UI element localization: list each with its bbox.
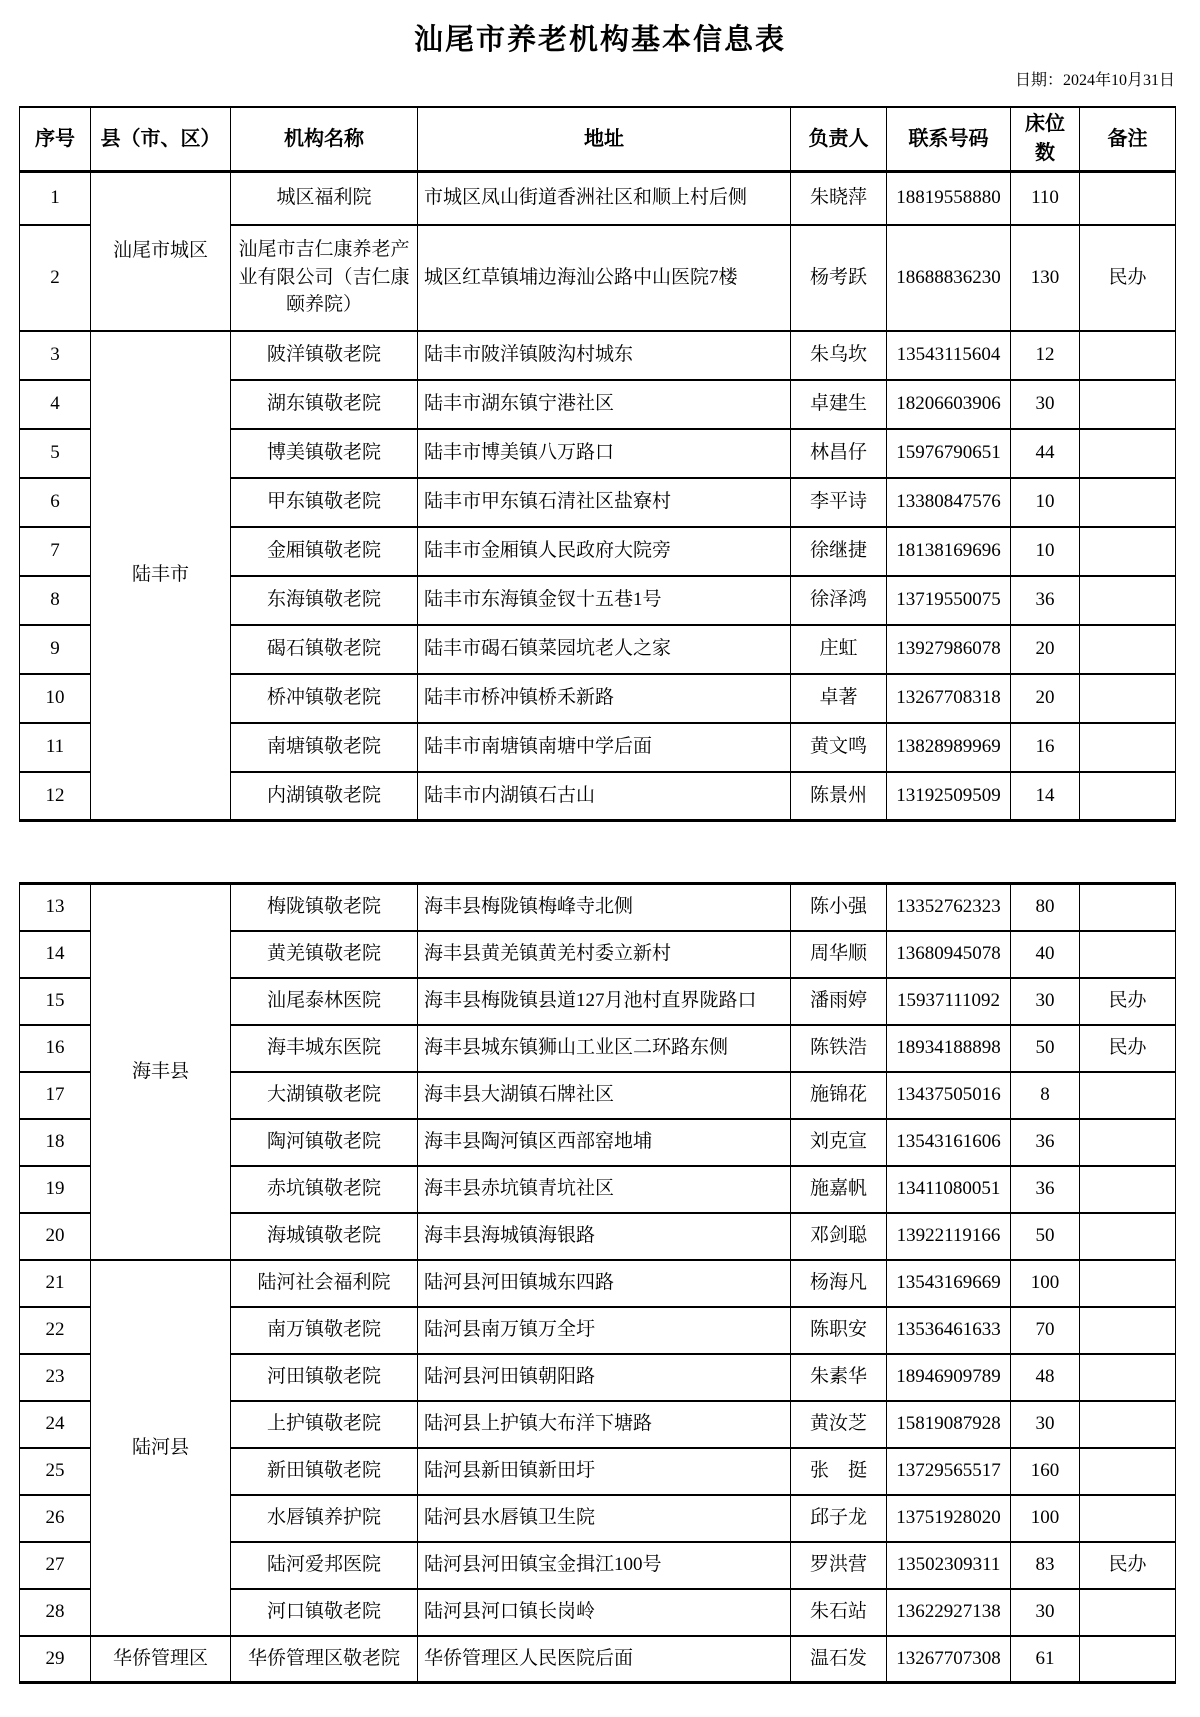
cell-beds: 40 xyxy=(1011,931,1080,978)
cell-name: 博美镇敬老院 xyxy=(231,429,418,478)
cell-address: 陆河县河田镇朝阳路 xyxy=(418,1354,791,1401)
cell-phone: 18819558880 xyxy=(887,172,1011,225)
column-header: 联系号码 xyxy=(887,107,1011,172)
cell-serial: 17 xyxy=(20,1072,91,1119)
cell-note xyxy=(1080,772,1176,821)
cell-phone: 13543161606 xyxy=(887,1119,1011,1166)
cell-address: 陆河县河口镇长岗岭 xyxy=(418,1589,791,1636)
cell-person: 庄虹 xyxy=(791,625,887,674)
cell-note xyxy=(1080,1072,1176,1119)
cell-name: 金厢镇敬老院 xyxy=(231,527,418,576)
cell-address: 市城区凤山街道香洲社区和顺上村后侧 xyxy=(418,172,791,225)
cell-phone: 13543169669 xyxy=(887,1260,1011,1307)
cell-name: 大湖镇敬老院 xyxy=(231,1072,418,1119)
cell-phone: 13622927138 xyxy=(887,1589,1011,1636)
cell-note xyxy=(1080,380,1176,429)
cell-note xyxy=(1080,1401,1176,1448)
cell-person: 杨海凡 xyxy=(791,1260,887,1307)
cell-note xyxy=(1080,527,1176,576)
cell-note xyxy=(1080,478,1176,527)
cell-address: 海丰县梅陇镇梅峰寺北侧 xyxy=(418,884,791,931)
cell-phone: 13828989969 xyxy=(887,723,1011,772)
cell-note xyxy=(1080,1354,1176,1401)
cell-name: 甲东镇敬老院 xyxy=(231,478,418,527)
info-table-page-2 xyxy=(19,882,1176,1684)
cell-beds: 130 xyxy=(1011,225,1080,331)
info-table-page-1 xyxy=(19,106,1176,822)
cell-note xyxy=(1080,1495,1176,1542)
header-row xyxy=(20,107,1176,172)
cell-phone: 15819087928 xyxy=(887,1401,1011,1448)
cell-serial: 9 xyxy=(20,625,91,674)
cell-address: 陆丰市湖东镇宁港社区 xyxy=(418,380,791,429)
cell-serial: 27 xyxy=(20,1542,91,1589)
cell-address: 海丰县陶河镇区西部窑地埔 xyxy=(418,1119,791,1166)
date-label: 日期：2024年10月31日 xyxy=(1014,72,1175,89)
cell-note: 民办 xyxy=(1080,1542,1176,1589)
column-header: 地址 xyxy=(418,107,791,172)
cell-address: 陆河县新田镇新田圩 xyxy=(418,1448,791,1495)
cell-person: 张 挺 xyxy=(791,1448,887,1495)
cell-name: 陆河爱邦医院 xyxy=(231,1542,418,1589)
cell-serial: 26 xyxy=(20,1495,91,1542)
cell-beds: 80 xyxy=(1011,884,1080,931)
cell-address: 陆丰市甲东镇石清社区盐寮村 xyxy=(418,478,791,527)
cell-beds: 30 xyxy=(1011,380,1080,429)
cell-note xyxy=(1080,1119,1176,1166)
cell-serial: 12 xyxy=(20,772,91,821)
cell-person: 罗洪营 xyxy=(791,1542,887,1589)
cell-beds: 10 xyxy=(1011,527,1080,576)
cell-district: 汕尾市城区 xyxy=(91,172,231,331)
cell-person: 陈铁浩 xyxy=(791,1025,887,1072)
cell-note: 民办 xyxy=(1080,1025,1176,1072)
cell-note xyxy=(1080,1213,1176,1260)
cell-phone: 13536461633 xyxy=(887,1307,1011,1354)
cell-name: 华侨管理区敬老院 xyxy=(231,1636,418,1683)
cell-note xyxy=(1080,1636,1176,1683)
cell-address: 海丰县黄羌镇黄羌村委立新村 xyxy=(418,931,791,978)
cell-note xyxy=(1080,172,1176,225)
cell-note xyxy=(1080,1589,1176,1636)
cell-phone: 18934188898 xyxy=(887,1025,1011,1072)
cell-name: 桥冲镇敬老院 xyxy=(231,674,418,723)
table-body-2 xyxy=(20,884,1176,1683)
cell-note: 民办 xyxy=(1080,978,1176,1025)
cell-beds: 50 xyxy=(1011,1025,1080,1072)
cell-person: 陈职安 xyxy=(791,1307,887,1354)
cell-name: 新田镇敬老院 xyxy=(231,1448,418,1495)
cell-serial: 14 xyxy=(20,931,91,978)
cell-person: 徐泽鸿 xyxy=(791,576,887,625)
cell-person: 刘克宣 xyxy=(791,1119,887,1166)
column-header: 床位数 xyxy=(1011,107,1080,172)
cell-phone: 18688836230 xyxy=(887,225,1011,331)
cell-name: 城区福利院 xyxy=(231,172,418,225)
cell-note xyxy=(1080,884,1176,931)
cell-note xyxy=(1080,429,1176,478)
cell-serial: 6 xyxy=(20,478,91,527)
cell-phone: 13922119166 xyxy=(887,1213,1011,1260)
cell-person: 林昌仔 xyxy=(791,429,887,478)
cell-note xyxy=(1080,1166,1176,1213)
cell-beds: 30 xyxy=(1011,978,1080,1025)
cell-serial: 2 xyxy=(20,225,91,331)
cell-person: 朱乌坎 xyxy=(791,331,887,380)
cell-beds: 44 xyxy=(1011,429,1080,478)
cell-address: 陆丰市碣石镇菜园坑老人之家 xyxy=(418,625,791,674)
cell-serial: 13 xyxy=(20,884,91,931)
cell-address: 华侨管理区人民医院后面 xyxy=(418,1636,791,1683)
cell-beds: 16 xyxy=(1011,723,1080,772)
cell-beds: 36 xyxy=(1011,1166,1080,1213)
cell-serial: 23 xyxy=(20,1354,91,1401)
cell-address: 陆丰市金厢镇人民政府大院旁 xyxy=(418,527,791,576)
cell-person: 朱石站 xyxy=(791,1589,887,1636)
cell-district: 华侨管理区 xyxy=(91,1636,231,1683)
cell-name: 梅陇镇敬老院 xyxy=(231,884,418,931)
cell-beds: 20 xyxy=(1011,625,1080,674)
column-header: 备注 xyxy=(1080,107,1176,172)
cell-person: 陈景州 xyxy=(791,772,887,821)
cell-phone: 13502309311 xyxy=(887,1542,1011,1589)
table-row xyxy=(20,1636,1176,1683)
cell-name: 河田镇敬老院 xyxy=(231,1354,418,1401)
cell-name: 赤坑镇敬老院 xyxy=(231,1166,418,1213)
cell-person: 邱子龙 xyxy=(791,1495,887,1542)
cell-address: 海丰县梅陇镇县道127月池村直界陇路口 xyxy=(418,978,791,1025)
cell-address: 陆丰市博美镇八万路口 xyxy=(418,429,791,478)
cell-district: 陆河县 xyxy=(91,1260,231,1636)
cell-note xyxy=(1080,1448,1176,1495)
cell-person: 朱素华 xyxy=(791,1354,887,1401)
cell-serial: 10 xyxy=(20,674,91,723)
cell-phone: 13751928020 xyxy=(887,1495,1011,1542)
cell-address: 城区红草镇埔边海汕公路中山医院7楼 xyxy=(418,225,791,331)
cell-beds: 50 xyxy=(1011,1213,1080,1260)
cell-phone: 13680945078 xyxy=(887,931,1011,978)
cell-serial: 22 xyxy=(20,1307,91,1354)
cell-person: 邓剑聪 xyxy=(791,1213,887,1260)
cell-beds: 100 xyxy=(1011,1495,1080,1542)
cell-name: 陆河社会福利院 xyxy=(231,1260,418,1307)
cell-address: 陆河县河田镇宝金揖江100号 xyxy=(418,1542,791,1589)
cell-address: 海丰县海城镇海银路 xyxy=(418,1213,791,1260)
cell-address: 海丰县赤坑镇青坑社区 xyxy=(418,1166,791,1213)
cell-beds: 12 xyxy=(1011,331,1080,380)
cell-name: 内湖镇敬老院 xyxy=(231,772,418,821)
cell-name: 黄羌镇敬老院 xyxy=(231,931,418,978)
cell-district: 陆丰市 xyxy=(91,331,231,821)
cell-note xyxy=(1080,331,1176,380)
cell-serial: 24 xyxy=(20,1401,91,1448)
cell-beds: 20 xyxy=(1011,674,1080,723)
cell-serial: 16 xyxy=(20,1025,91,1072)
cell-district: 海丰县 xyxy=(91,884,231,1260)
cell-beds: 160 xyxy=(1011,1448,1080,1495)
table-row xyxy=(20,331,1176,380)
column-header: 机构名称 xyxy=(231,107,418,172)
cell-address: 陆丰市桥冲镇桥禾新路 xyxy=(418,674,791,723)
table-row xyxy=(20,172,1176,225)
column-header: 县（市、区） xyxy=(91,107,231,172)
cell-name: 南塘镇敬老院 xyxy=(231,723,418,772)
cell-person: 施嘉帆 xyxy=(791,1166,887,1213)
cell-serial: 4 xyxy=(20,380,91,429)
cell-note xyxy=(1080,1307,1176,1354)
cell-phone: 13719550075 xyxy=(887,576,1011,625)
cell-name: 湖东镇敬老院 xyxy=(231,380,418,429)
cell-phone: 18946909789 xyxy=(887,1354,1011,1401)
cell-beds: 8 xyxy=(1011,1072,1080,1119)
cell-note: 民办 xyxy=(1080,225,1176,331)
cell-phone: 13267707308 xyxy=(887,1636,1011,1683)
cell-name: 上护镇敬老院 xyxy=(231,1401,418,1448)
cell-person: 卓建生 xyxy=(791,380,887,429)
cell-name: 河口镇敬老院 xyxy=(231,1589,418,1636)
cell-person: 李平诗 xyxy=(791,478,887,527)
cell-person: 潘雨婷 xyxy=(791,978,887,1025)
cell-address: 陆丰市东海镇金钗十五巷1号 xyxy=(418,576,791,625)
cell-person: 黄汝芝 xyxy=(791,1401,887,1448)
cell-name: 海丰城东医院 xyxy=(231,1025,418,1072)
cell-phone: 13352762323 xyxy=(887,884,1011,931)
cell-person: 陈小强 xyxy=(791,884,887,931)
page-title: 汕尾市养老机构基本信息表 xyxy=(413,24,786,56)
cell-beds: 36 xyxy=(1011,1119,1080,1166)
cell-note xyxy=(1080,625,1176,674)
cell-name: 海城镇敬老院 xyxy=(231,1213,418,1260)
cell-serial: 21 xyxy=(20,1260,91,1307)
cell-serial: 5 xyxy=(20,429,91,478)
cell-beds: 36 xyxy=(1011,576,1080,625)
cell-phone: 13437505016 xyxy=(887,1072,1011,1119)
cell-person: 徐继捷 xyxy=(791,527,887,576)
cell-phone: 18138169696 xyxy=(887,527,1011,576)
cell-address: 陆丰市内湖镇石古山 xyxy=(418,772,791,821)
cell-person: 温石发 xyxy=(791,1636,887,1683)
cell-person: 周华顺 xyxy=(791,931,887,978)
cell-phone: 13192509509 xyxy=(887,772,1011,821)
cell-person: 杨考跃 xyxy=(791,225,887,331)
cell-serial: 11 xyxy=(20,723,91,772)
cell-note xyxy=(1080,1260,1176,1307)
cell-phone: 13729565517 xyxy=(887,1448,1011,1495)
cell-person: 黄文鸣 xyxy=(791,723,887,772)
cell-address: 陆丰市陂洋镇陂沟村城东 xyxy=(418,331,791,380)
cell-serial: 18 xyxy=(20,1119,91,1166)
cell-beds: 61 xyxy=(1011,1636,1080,1683)
cell-serial: 19 xyxy=(20,1166,91,1213)
cell-serial: 1 xyxy=(20,172,91,225)
cell-name: 东海镇敬老院 xyxy=(231,576,418,625)
cell-person: 施锦花 xyxy=(791,1072,887,1119)
cell-address: 陆河县南万镇万全圩 xyxy=(418,1307,791,1354)
cell-beds: 110 xyxy=(1011,172,1080,225)
cell-beds: 14 xyxy=(1011,772,1080,821)
cell-serial: 15 xyxy=(20,978,91,1025)
cell-beds: 30 xyxy=(1011,1401,1080,1448)
cell-name: 汕尾泰林医院 xyxy=(231,978,418,1025)
cell-address: 陆河县水唇镇卫生院 xyxy=(418,1495,791,1542)
column-header: 序号 xyxy=(20,107,91,172)
cell-beds: 30 xyxy=(1011,1589,1080,1636)
cell-serial: 29 xyxy=(20,1636,91,1683)
cell-address: 陆河县上护镇大布洋下塘路 xyxy=(418,1401,791,1448)
cell-name: 陂洋镇敬老院 xyxy=(231,331,418,380)
cell-name: 南万镇敬老院 xyxy=(231,1307,418,1354)
cell-beds: 83 xyxy=(1011,1542,1080,1589)
cell-serial: 7 xyxy=(20,527,91,576)
cell-note xyxy=(1080,576,1176,625)
cell-phone: 13411080051 xyxy=(887,1166,1011,1213)
cell-serial: 8 xyxy=(20,576,91,625)
cell-address: 海丰县城东镇狮山工业区二环路东侧 xyxy=(418,1025,791,1072)
cell-phone: 13543115604 xyxy=(887,331,1011,380)
cell-serial: 20 xyxy=(20,1213,91,1260)
table-row xyxy=(20,884,1176,931)
cell-name: 水唇镇养护院 xyxy=(231,1495,418,1542)
cell-address: 陆河县河田镇城东四路 xyxy=(418,1260,791,1307)
cell-address: 陆丰市南塘镇南塘中学后面 xyxy=(418,723,791,772)
cell-beds: 70 xyxy=(1011,1307,1080,1354)
cell-serial: 28 xyxy=(20,1589,91,1636)
cell-phone: 15937111092 xyxy=(887,978,1011,1025)
column-header: 负责人 xyxy=(791,107,887,172)
cell-note xyxy=(1080,674,1176,723)
cell-note xyxy=(1080,931,1176,978)
document-page xyxy=(0,22,1200,1717)
cell-person: 卓著 xyxy=(791,674,887,723)
cell-serial: 3 xyxy=(20,331,91,380)
table-row xyxy=(20,1260,1176,1307)
cell-note xyxy=(1080,723,1176,772)
cell-phone: 13267708318 xyxy=(887,674,1011,723)
cell-person: 朱晓萍 xyxy=(791,172,887,225)
cell-beds: 48 xyxy=(1011,1354,1080,1401)
cell-phone: 13380847576 xyxy=(887,478,1011,527)
cell-phone: 18206603906 xyxy=(887,380,1011,429)
cell-name: 陶河镇敬老院 xyxy=(231,1119,418,1166)
cell-phone: 13927986078 xyxy=(887,625,1011,674)
cell-serial: 25 xyxy=(20,1448,91,1495)
cell-beds: 10 xyxy=(1011,478,1080,527)
cell-name: 碣石镇敬老院 xyxy=(231,625,418,674)
table-header xyxy=(20,107,1176,172)
table-body-1 xyxy=(20,172,1176,821)
cell-name: 汕尾市吉仁康养老产业有限公司（吉仁康颐养院） xyxy=(231,225,418,331)
cell-phone: 15976790651 xyxy=(887,429,1011,478)
cell-beds: 100 xyxy=(1011,1260,1080,1307)
cell-address: 海丰县大湖镇石牌社区 xyxy=(418,1072,791,1119)
